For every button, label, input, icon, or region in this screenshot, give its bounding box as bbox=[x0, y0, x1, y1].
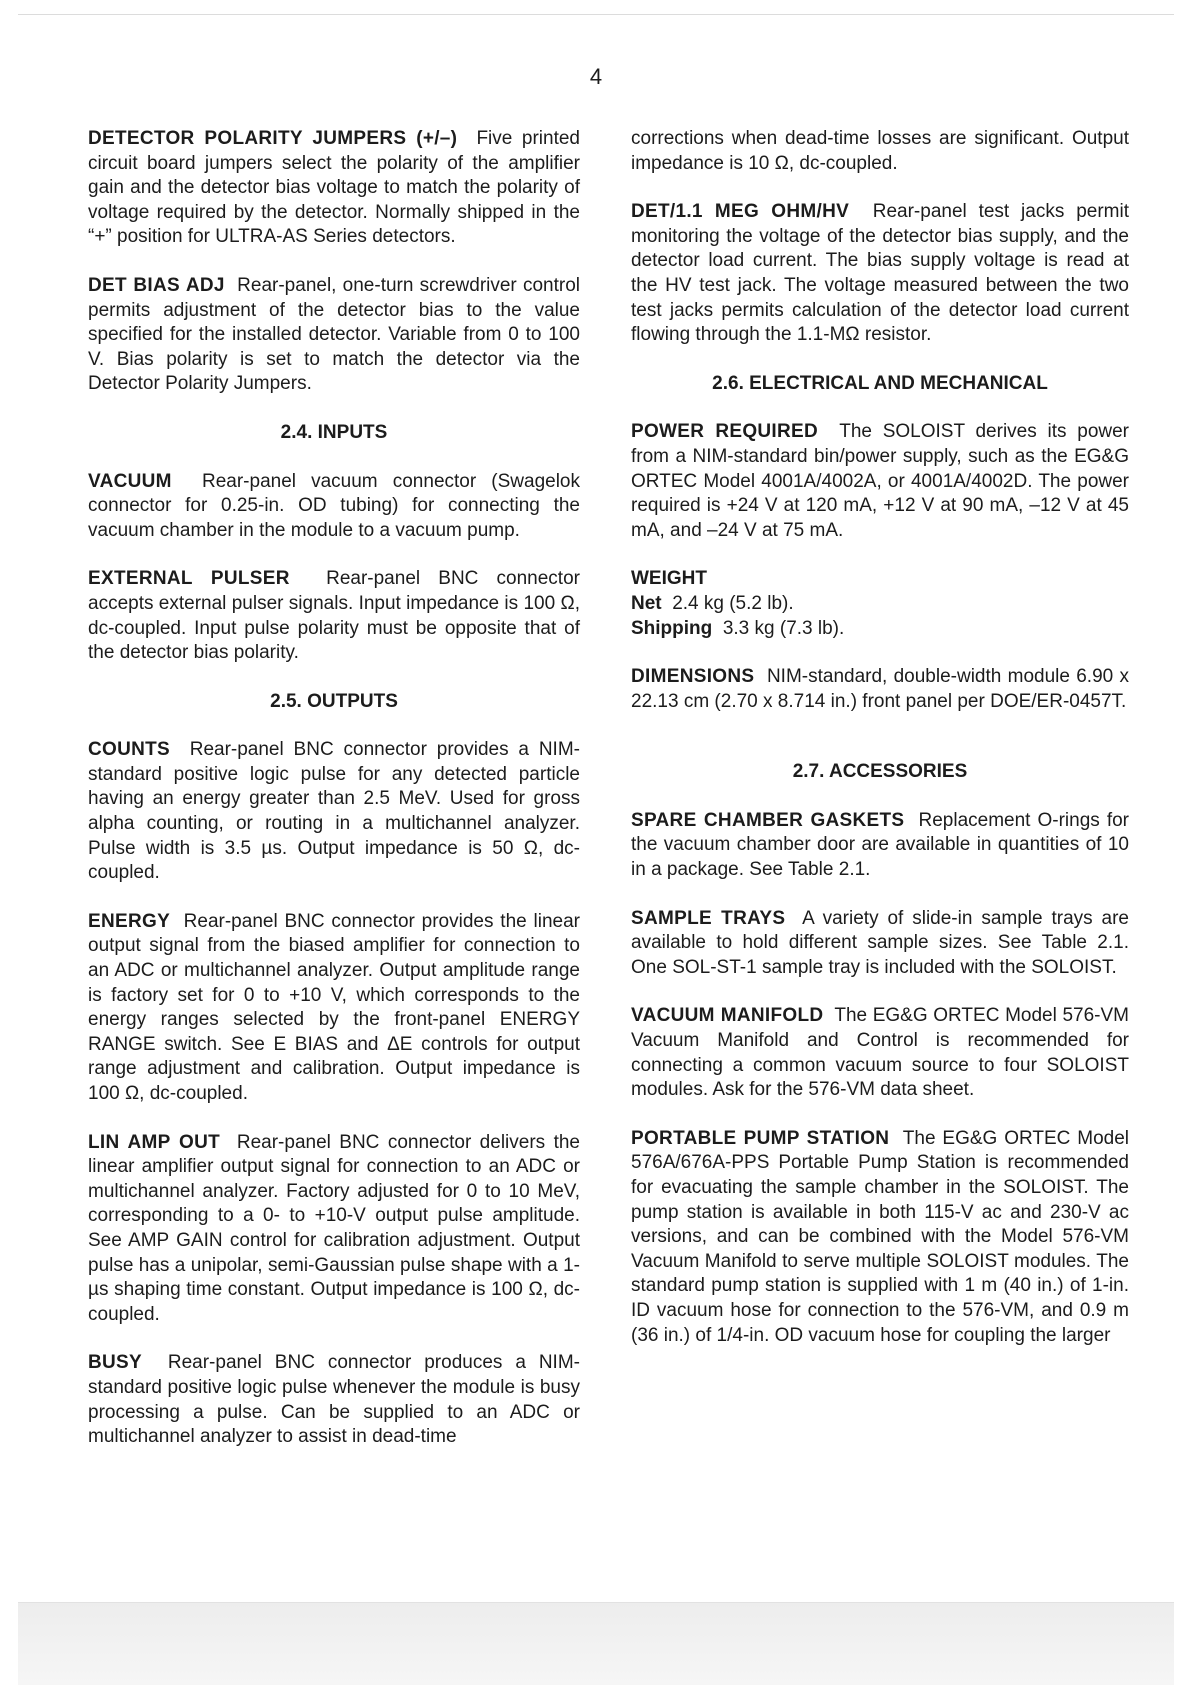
paragraph-energy bbox=[88, 910, 580, 1107]
heading-outputs: 2.5. OUTPUTS bbox=[270, 690, 398, 712]
text-spare-gaskets: Replacement O-rings for the vacuum chamber door are available in quantities of 10 in a package. See Table 2.1. bbox=[631, 809, 1129, 881]
text-power-required: The SOLOIST derives its power from a NIM-standard bin/power supply, such as the EG&G ORTEC Model 4001A/4002A, or 4001A/4002D. The power required is +24 V at 120 mA, +12 V at 90 mA, –12 V at 45 mA, and –24 V at 75 mA. bbox=[631, 421, 1130, 541]
term-portable-pump: PORTABLE PUMP STATION bbox=[631, 1127, 890, 1149]
paragraph-dimensions bbox=[631, 665, 1129, 714]
weight-shipping-line bbox=[631, 617, 1129, 642]
paragraph-spare-gaskets bbox=[631, 809, 1129, 883]
term-lin-amp-out: LIN AMP OUT bbox=[88, 1131, 221, 1153]
paragraph-busy bbox=[88, 1351, 580, 1449]
paragraph-detector-polarity bbox=[88, 127, 580, 250]
paragraph-det-meg-hv bbox=[631, 200, 1129, 348]
paragraph-busy-continued: corrections when dead-time losses are significant. Output impedance is 10 Ω, dc-coupled. bbox=[631, 128, 1129, 174]
weight-net-line bbox=[631, 592, 1129, 617]
value-net: 2.4 kg (5.2 lb). bbox=[672, 592, 794, 614]
value-shipping: 3.3 kg (7.3 lb). bbox=[722, 617, 845, 639]
paragraph-power-required bbox=[631, 420, 1129, 543]
term-det-bias-adj: DET BIAS ADJ bbox=[88, 274, 225, 296]
heading-accessories: 2.7. ACCESSORIES bbox=[792, 761, 968, 783]
label-shipping: Shipping bbox=[631, 617, 713, 639]
text-external-pulser: Rear-panel BNC connector accepts external pulser signals. Input impedance is 100 Ω, dc-coupled. Input pulse polarity must be opposite that of the detector bias polarity. bbox=[88, 568, 580, 664]
paragraph-sample-trays bbox=[631, 907, 1129, 981]
paragraph-portable-pump bbox=[631, 1127, 1129, 1348]
right-column bbox=[631, 127, 1129, 1372]
text-vacuum-manifold: The EG&G ORTEC Model 576-VM Vacuum Manifold and Control is recommended for connecting a common vacuum source to four SOLOIST modules. Ask for the 576-VM data sheet. bbox=[631, 1005, 1129, 1101]
heading-electrical-mechanical: 2.6. ELECTRICAL AND MECHANICAL bbox=[712, 372, 1048, 394]
term-dimensions: DIMENSIONS bbox=[631, 666, 755, 688]
term-vacuum-manifold: VACUUM MANIFOLD bbox=[631, 1005, 824, 1027]
text-lin-amp-out: Rear-panel BNC connector delivers the linear amplifier output signal for connection to an ADC or multichannel analyzer. Factory adjusted for 0 to 10 MeV, corresponding to a 0- to +10-V output pulse amplitude. See AMP GAIN control for calibration adjustment. Output pulse has a unipolar, semi-Gaussian pulse shape with a 1-µs shaping time constant. Output impedance is 100 Ω, dc-coupled. bbox=[88, 1131, 580, 1325]
term-busy: BUSY bbox=[88, 1352, 142, 1374]
text-portable-pump: The EG&G ORTEC Model 576A/676A-PPS Portable Pump Station is recommended for evacuating the sample chamber in the SOLOIST. The pump station is available in both 115-V ac and 230-V ac versions, and can be combined with the Model 576-VM Vacuum Manifold to serve multiple SOLOIST modules. The standard pump station is supplied with 1 m (40 in.) of 1-in. ID vacuum hose for connection to the 576-VM, and 0.9 m (36 in.) of 1/4-in. OD vacuum hose for coupling the larger bbox=[631, 1127, 1130, 1346]
paragraph-external-pulser bbox=[88, 567, 580, 665]
text-dimensions: NIM-standard, double-width module 6.90 x 22.13 cm (2.70 x 8.714 in.) front panel per DOE/ER-0457T. bbox=[631, 666, 1129, 712]
paragraph-vacuum-manifold bbox=[631, 1004, 1129, 1102]
term-external-pulser: EXTERNAL PULSER bbox=[88, 568, 290, 590]
bottom-scan-band bbox=[18, 1602, 1174, 1685]
paragraph-lin-amp-out bbox=[88, 1131, 580, 1328]
term-det-meg-hv: DET/1.1 MEG OHM/HV bbox=[631, 201, 850, 223]
text-det-meg-hv: Rear-panel test jacks permit monitoring the voltage of the detector bias supply, and the detector load current. The bias supply voltage is read at the HV test jack. The voltage measured between the two test jacks permits calculation of the detector load current flowing through the 1.1-MΩ resistor. bbox=[631, 201, 1129, 346]
label-net: Net bbox=[631, 592, 662, 614]
heading-weight: WEIGHT bbox=[631, 568, 707, 590]
text-busy: Rear-panel BNC connector produces a NIM-standard positive logic pulse whenever the module is busy processing a pulse. Can be supplied to an ADC or multichannel analyzer to assist in dead-time bbox=[88, 1352, 580, 1448]
text-vacuum: Rear-panel vacuum connector (Swagelok connector for 0.25-in. OD tubing) for connecting the vacuum chamber in the module to a vacuum pump. bbox=[88, 470, 580, 541]
paragraph-det-bias-adj bbox=[88, 274, 580, 397]
term-vacuum: VACUUM bbox=[88, 470, 172, 492]
term-sample-trays: SAMPLE TRAYS bbox=[631, 907, 786, 929]
page-number: 4 bbox=[589, 64, 603, 89]
text-det-bias-adj: Rear-panel, one-turn screwdriver control permits adjustment of the detector bias to the value specified for the installed detector. Variable from 0 to 100 V. Bias polarity is set to match the detector via the Detector Polarity Jumpers. bbox=[88, 274, 581, 395]
term-counts: COUNTS bbox=[88, 739, 171, 761]
term-spare-gaskets: SPARE CHAMBER GASKETS bbox=[631, 809, 905, 831]
term-energy: ENERGY bbox=[88, 910, 171, 932]
left-column bbox=[88, 127, 580, 1474]
paragraph-vacuum bbox=[88, 470, 580, 544]
text-detector-polarity: Five printed circuit board jumpers select the polarity of the amplifier gain and the detector bias voltage to match the polarity of voltage required by the detector. Normally shipped in the “+” position for ULTRA-AS Series detectors. bbox=[88, 128, 580, 248]
term-detector-polarity: DETECTOR POLARITY JUMPERS (+/–) bbox=[88, 128, 458, 149]
paragraph-counts bbox=[88, 738, 580, 886]
top-scan-edge bbox=[18, 14, 1174, 15]
text-counts: Rear-panel BNC connector provides a NIM-standard positive logic pulse for any detected particle having an energy greater than 2.5 MeV. Used for gross alpha counting, or routing in a multichannel analyzer. Pulse width is 3.5 µs. Output impedance is 50 Ω, dc-coupled. bbox=[88, 739, 580, 884]
weight-block bbox=[631, 567, 1129, 641]
heading-inputs: 2.4. INPUTS bbox=[280, 421, 388, 443]
text-sample-trays: A variety of slide-in sample trays are available to hold different sample sizes. See Table 2.1. One SOL-ST-1 sample tray is included with the SOLOIST. bbox=[631, 907, 1130, 978]
text-energy: Rear-panel BNC connector provides the linear output signal from the biased amplifier for connection to an ADC or multichannel analyzer. Output amplitude range is factory set for 0 to +10 V, which corresponds to the energy ranges selected by the front-panel ENERGY RANGE switch. See E BIAS and ΔE controls for output range adjustment and calibration. Output impedance is 100 Ω, dc-coupled. bbox=[88, 910, 580, 1104]
term-power-required: POWER REQUIRED bbox=[631, 421, 819, 443]
